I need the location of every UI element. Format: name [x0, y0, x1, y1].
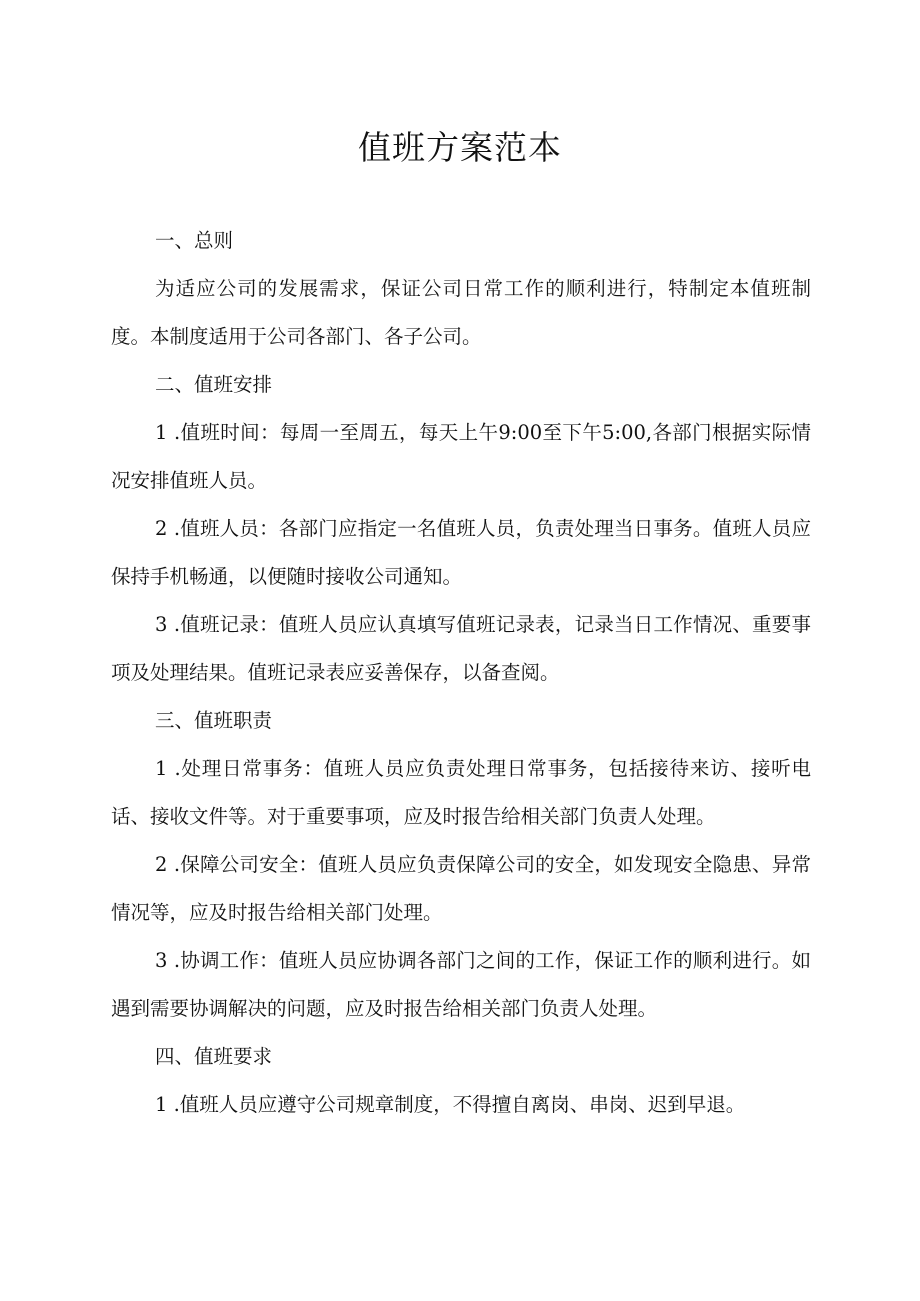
paragraph: 1 .处理日常事务：值班人员应负责处理日常事务，包括接待来访、接听电话、接收文件等。对于重要事项，应及时报告给相关部门负责人处理。 [111, 757, 811, 828]
paragraph: 3 .协调工作：值班人员应协调各部门之间的工作，保证工作的顺利进行。如遇到需要协调解决的问题，应及时报告给相关部门负责人处理。 [111, 949, 811, 1020]
section-heading: 三、值班职责 [155, 709, 273, 732]
section-heading: 四、值班要求 [155, 1045, 273, 1068]
document-body [111, 217, 811, 1129]
paragraph: 2 .值班人员：各部门应指定一名值班人员，负责处理当日事务。值班人员应保持手机畅通，以便随时接收公司通知。 [111, 517, 811, 588]
section-heading: 一、总则 [155, 229, 234, 252]
paragraph: 3 .值班记录：值班人员应认真填写值班记录表，记录当日工作情况、重要事项及处理结果。值班记录表应妥善保存，以备查阅。 [111, 613, 811, 684]
paragraph: 1 .值班时间：每周一至周五，每天上午9:00至下午5:00,各部门根据实际情况安排值班人员。 [111, 421, 811, 492]
paragraph: 2 .保障公司安全：值班人员应负责保障公司的安全，如发现安全隐患、异常情况等，应及时报告给相关部门处理。 [111, 853, 811, 924]
paragraph: 为适应公司的发展需求，保证公司日常工作的顺利进行，特制定本值班制度。本制度适用于公司各部门、各子公司。 [111, 277, 811, 348]
document-title: 值班方案范本 [358, 128, 562, 167]
paragraph: 1 .值班人员应遵守公司规章制度，不得擅自离岗、串岗、迟到早退。 [155, 1093, 746, 1116]
section-heading: 二、值班安排 [155, 373, 273, 396]
